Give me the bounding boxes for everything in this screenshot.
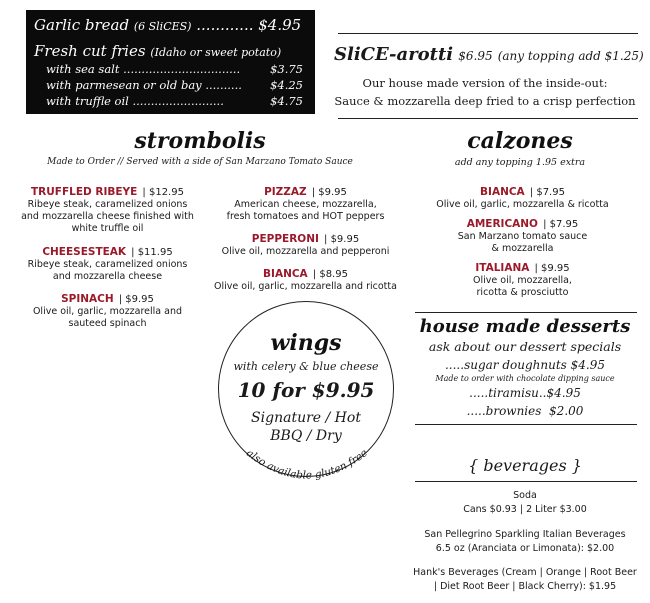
pellegrino-line-1: San Pellegrino Sparkling Italian Beverages <box>424 529 626 540</box>
item-desc: Olive oil, mozzarella and pepperoni <box>221 246 390 257</box>
fries-option-label: with truffle oil <box>46 94 129 108</box>
strombolis-subtitle: Made to Order // Served with a side of San Marzano Tomato Sauce <box>47 157 353 167</box>
dessert-note: Made to order with chocolate dipping sauce <box>435 374 615 383</box>
item-desc: & mozzarella <box>491 243 554 254</box>
slice-arotti-desc-1: Our house made version of the inside-out: <box>362 76 608 90</box>
item-desc: Ribeye steak, caramelized onions <box>27 199 188 210</box>
fries-option <box>46 78 309 92</box>
item-desc: Olive oil, mozzarella, <box>473 275 572 286</box>
item-name: AMERICANO <box>466 218 538 230</box>
item-name: BIANCA <box>480 186 525 198</box>
soda-title: Soda <box>513 490 537 501</box>
gluten-free-label: also available gluten free <box>243 446 370 482</box>
dessert-label: tiramisu <box>488 386 539 400</box>
fries-option-label: with parmesean or old bay <box>46 78 202 92</box>
item-name: ITALIANA <box>475 262 530 274</box>
fries-option-dots: ................................ <box>123 62 241 76</box>
fries-note: (Idaho or sweet potato) <box>150 46 282 59</box>
item-desc: Olive oil, garlic, mozzarella & ricotta <box>436 199 609 210</box>
item-desc: ricotta & prosciutto <box>476 287 569 298</box>
divider <box>415 312 637 313</box>
slice-arotti-title: SliCE-arotti <box>334 44 454 65</box>
fries-label: Fresh cut fries <box>34 42 146 60</box>
wings-flavors-1: Signature / Hot <box>251 410 361 426</box>
wings-title: wings <box>270 330 342 356</box>
fries-option-dots: .......... <box>205 78 242 92</box>
item-price: | $8.95 <box>312 269 348 280</box>
pellegrino-line-2: 6.5 oz (Aranciata or Limonata): $2.00 <box>435 543 615 554</box>
item-price: | $11.95 <box>131 247 173 258</box>
item-desc: Olive oil, garlic, mozzarella and ricotta <box>214 281 397 292</box>
fries-option-price: $4.25 <box>270 78 303 92</box>
garlic-bread-note: (6 SliCES) <box>133 20 192 33</box>
strombolis-title: strombolis <box>134 128 266 154</box>
fries-row <box>34 42 309 60</box>
menu-item-italiana <box>415 256 630 299</box>
dessert-row: .....sugar doughnuts $4.95 <box>444 358 606 372</box>
fries-option-dots: ......................... <box>132 94 224 108</box>
menu-item-americano <box>415 212 630 255</box>
item-price: | $7.95 <box>529 187 565 198</box>
menu-item-spinach <box>10 287 205 330</box>
slice-arotti-desc-2: Sauce & mozzarella deep fried to a crisp perfection <box>334 94 636 108</box>
fries-option-label: with sea salt <box>46 62 120 76</box>
fries-option-price: $4.75 <box>270 94 303 108</box>
calzones-subtitle: add any topping 1.95 extra <box>454 157 586 168</box>
wings-flavors-2: BBQ / Dry <box>270 428 342 444</box>
dessert-price: $4.95 <box>570 358 606 372</box>
item-price: | $9.95 <box>311 187 347 198</box>
dessert-price: $4.95 <box>546 386 581 400</box>
item-desc: fresh tomatoes and HOT peppers <box>226 211 385 222</box>
item-desc: American cheese, mozzarella, <box>234 199 377 210</box>
fries-option <box>46 62 309 76</box>
item-desc: Olive oil, garlic, mozzarella and <box>32 306 183 317</box>
item-desc: San Marzano tomato sauce <box>457 231 588 242</box>
soda-prices: Cans $0.93 | 2 Liter $3.00 <box>463 504 587 515</box>
item-name: SPINACH <box>61 293 114 305</box>
slice-arotti-topping-note: (any topping add $1.25) <box>497 49 644 63</box>
garlic-bread-row <box>34 16 309 34</box>
divider <box>338 33 638 34</box>
beverages-title: { beverages } <box>468 456 582 475</box>
fries-option <box>46 94 309 108</box>
dessert-label: sugar doughnuts <box>464 358 567 372</box>
gluten-free-arc <box>218 301 394 501</box>
hanks-line-2: | Diet Root Beer | Black Cherry): $1.95 <box>433 581 617 592</box>
garlic-bread-dots: ............ <box>196 16 254 34</box>
item-price: | $9.95 <box>534 263 570 274</box>
desserts-subtitle: ask about our dessert specials <box>428 339 622 354</box>
item-price: | $7.95 <box>543 219 579 230</box>
dessert-row: .....brownies $2.00 <box>466 404 584 418</box>
item-desc: Ribeye steak, caramelized onions <box>27 259 188 270</box>
item-desc: and mozzarella cheese <box>52 271 163 282</box>
item-desc: white truffle oil <box>71 223 144 234</box>
item-desc: sauteed spinach <box>68 318 147 329</box>
menu-item-pizzaz <box>203 180 408 223</box>
desserts-title: house made desserts <box>419 316 631 337</box>
item-price: | $9.95 <box>118 294 154 305</box>
item-name: TRUFFLED RIBEYE <box>31 186 138 198</box>
fries-option-price: $3.75 <box>270 62 303 76</box>
garlic-bread-label: Garlic bread <box>34 16 130 34</box>
menu-item-bianca-stromboli <box>203 262 408 293</box>
menu-item-bianca-calzone <box>415 180 630 211</box>
garlic-bread-price: $4.95 <box>258 16 302 34</box>
slice-arotti-heading <box>334 44 644 65</box>
item-price: | $9.95 <box>324 234 360 245</box>
wings-subtitle: with celery & blue cheese <box>233 360 379 373</box>
hanks-line-1: Hank's Beverages (Cream | Orange | Root Beer <box>413 567 637 578</box>
menu-item-cheesesteak <box>10 240 205 283</box>
item-price: | $12.95 <box>142 187 184 198</box>
item-name: PIZZAZ <box>264 186 307 198</box>
gluten-free-text <box>244 447 370 482</box>
item-desc: and mozzarella cheese finished with <box>21 211 194 222</box>
dessert-row: .....tiramisu..$4.95 <box>469 386 581 400</box>
slice-arotti-price: $6.95 <box>458 49 493 63</box>
divider <box>338 118 638 119</box>
calzones-title: calzones <box>467 128 573 154</box>
dessert-price: $2.00 <box>549 404 584 418</box>
wings-deal: 10 for $9.95 <box>237 378 375 402</box>
item-name: BIANCA <box>263 268 308 280</box>
divider <box>415 481 637 482</box>
item-name: PEPPERONI <box>251 233 319 245</box>
menu-item-truffled-ribeye <box>10 180 205 235</box>
menu-item-pepperoni <box>203 227 408 258</box>
dessert-label: brownies <box>485 404 542 418</box>
divider <box>415 424 637 425</box>
appetizers-panel <box>26 10 315 114</box>
item-name: CHEESESTEAK <box>42 246 127 258</box>
